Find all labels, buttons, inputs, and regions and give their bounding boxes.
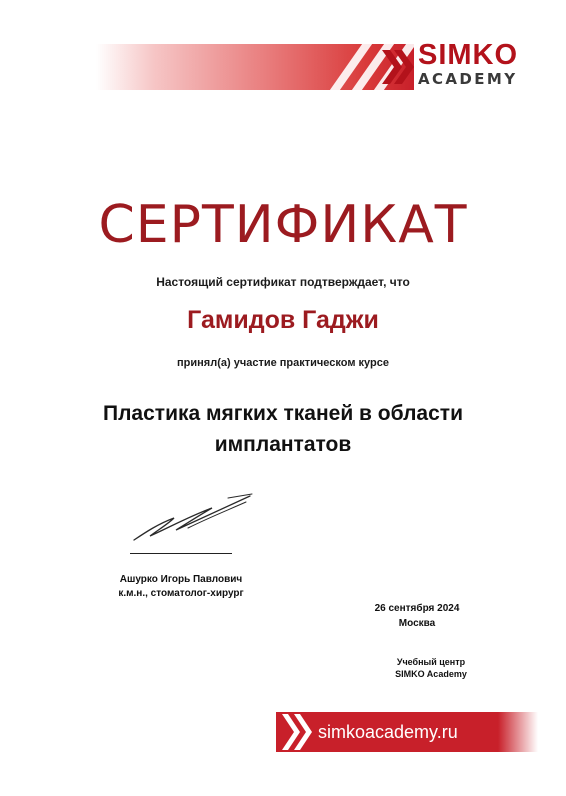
participation-text: принял(а) участие практическом курсе: [177, 357, 389, 369]
brand-logo: [418, 40, 548, 88]
issuer-line1: Учебный центр: [396, 657, 466, 667]
issue-city: Москва: [398, 618, 436, 629]
course-title-line1: Пластика мягких тканей в области: [103, 402, 463, 425]
handwritten-signature: [128, 488, 258, 548]
chevron-stripes-icon: [278, 712, 318, 752]
footer-band-fade: [498, 712, 538, 752]
chevron-arrows-icon: [380, 46, 416, 88]
signer-name: Ашурко Игорь Павлович: [119, 574, 243, 585]
header-decorative-band: [96, 44, 414, 90]
brand-subtitle: ACADEMY: [418, 70, 518, 88]
issuer-block: [376, 656, 486, 680]
issuer-line2: SIMKO Academy: [395, 669, 467, 679]
course-title-line2: имплантатов: [214, 433, 352, 456]
signature-line: [130, 553, 232, 554]
certificate-intro: Настоящий сертификат подтверждает, что: [156, 275, 410, 289]
issue-date: 26 сентября 2024: [374, 603, 460, 614]
signer-position: к.м.н., стоматолог-хирург: [118, 588, 244, 599]
certificate-title: СЕРТИФИКАТ: [98, 195, 468, 255]
recipient-name: Гамидов Гаджи: [187, 306, 379, 334]
issue-block: [362, 601, 472, 631]
course-title: [40, 398, 526, 460]
signer-block: [96, 573, 266, 601]
brand-name: SIMKO: [418, 39, 519, 71]
website-link[interactable]: simkoacademy.ru: [318, 722, 458, 742]
